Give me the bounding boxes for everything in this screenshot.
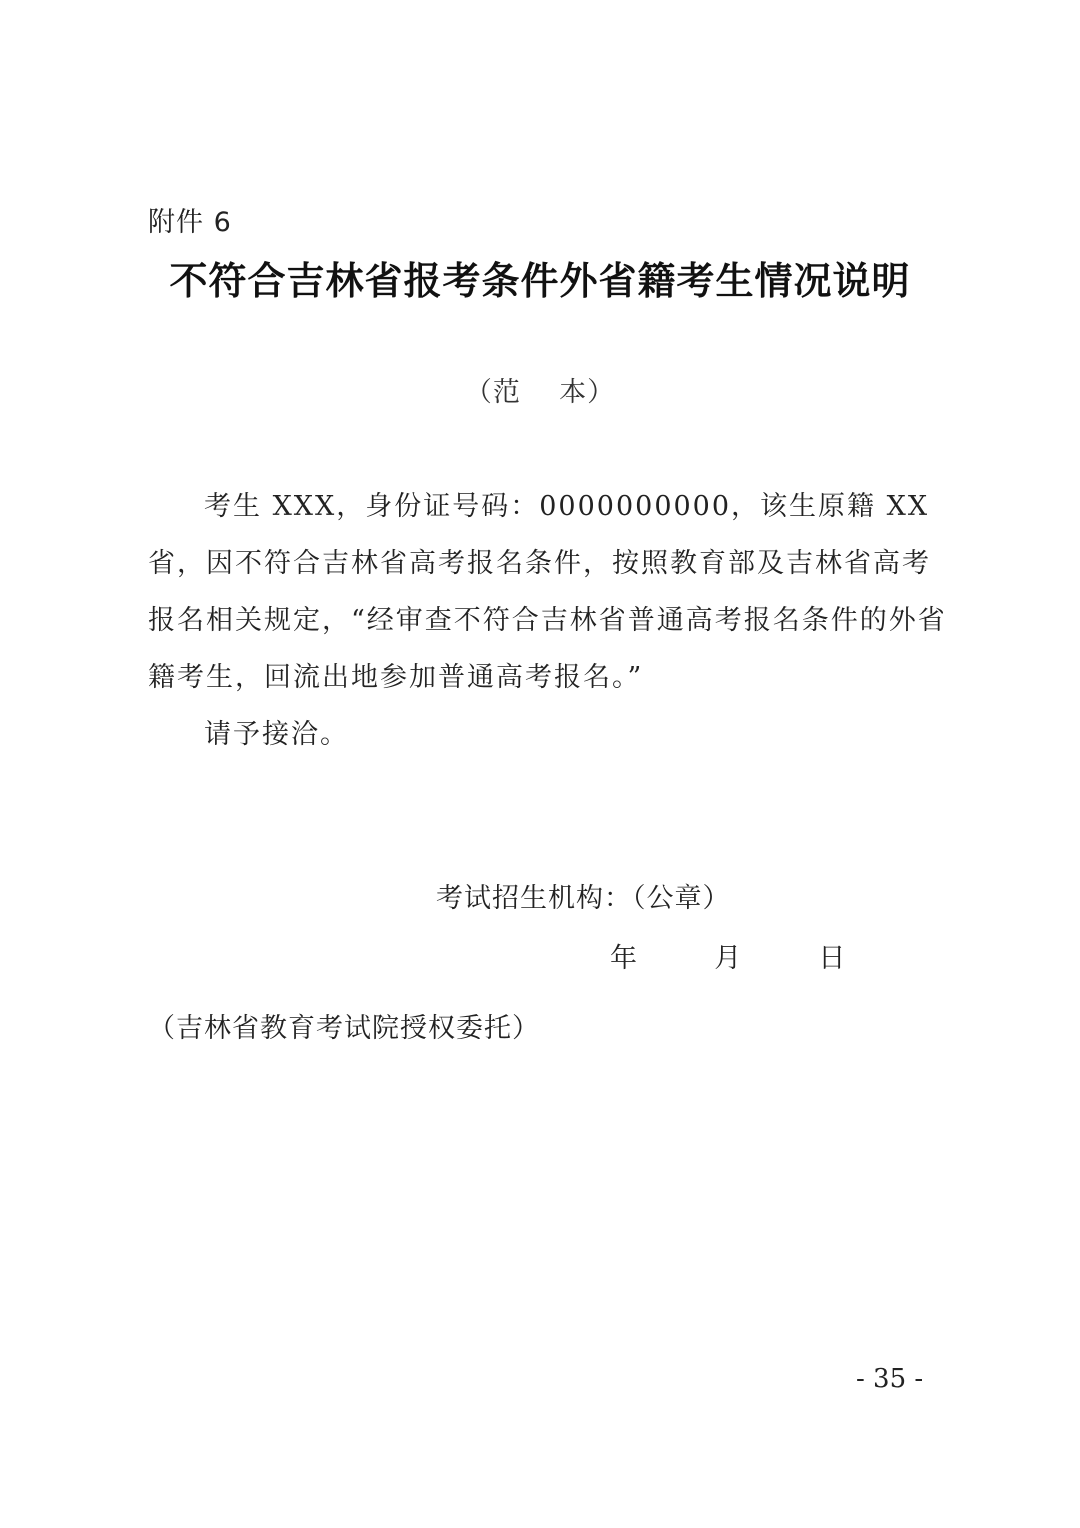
document-title: 不符合吉林省报考条件外省籍考生情况说明 [169, 259, 911, 303]
body-paragraph: 请予接洽。 [204, 719, 349, 750]
date-year-label: 年 [610, 943, 637, 974]
attachment-label: 附件 6 [148, 207, 232, 238]
signature-date [610, 936, 845, 975]
document-body [148, 478, 948, 763]
date-month-label: 月 [714, 943, 742, 974]
signature-organization: 考试招生机构：（公章） [436, 883, 731, 914]
document-subtitle: （范 本） [464, 377, 616, 408]
date-day-label: 日 [818, 943, 846, 974]
page-number: - 35 - [856, 1364, 924, 1394]
authorization-note: （吉林省教育考试院授权委托） [148, 1013, 540, 1044]
body-paragraph: 考生 XXX，身份证号码：0000000000，该生原籍 XX 省，因不符合吉林省高考报名条件，按照教育部及吉林省高考报名相关规定，“经审查不符合吉林省普通高考报名条件的外省籍考生，回流出地参加普通高考报名。” [148, 491, 947, 693]
